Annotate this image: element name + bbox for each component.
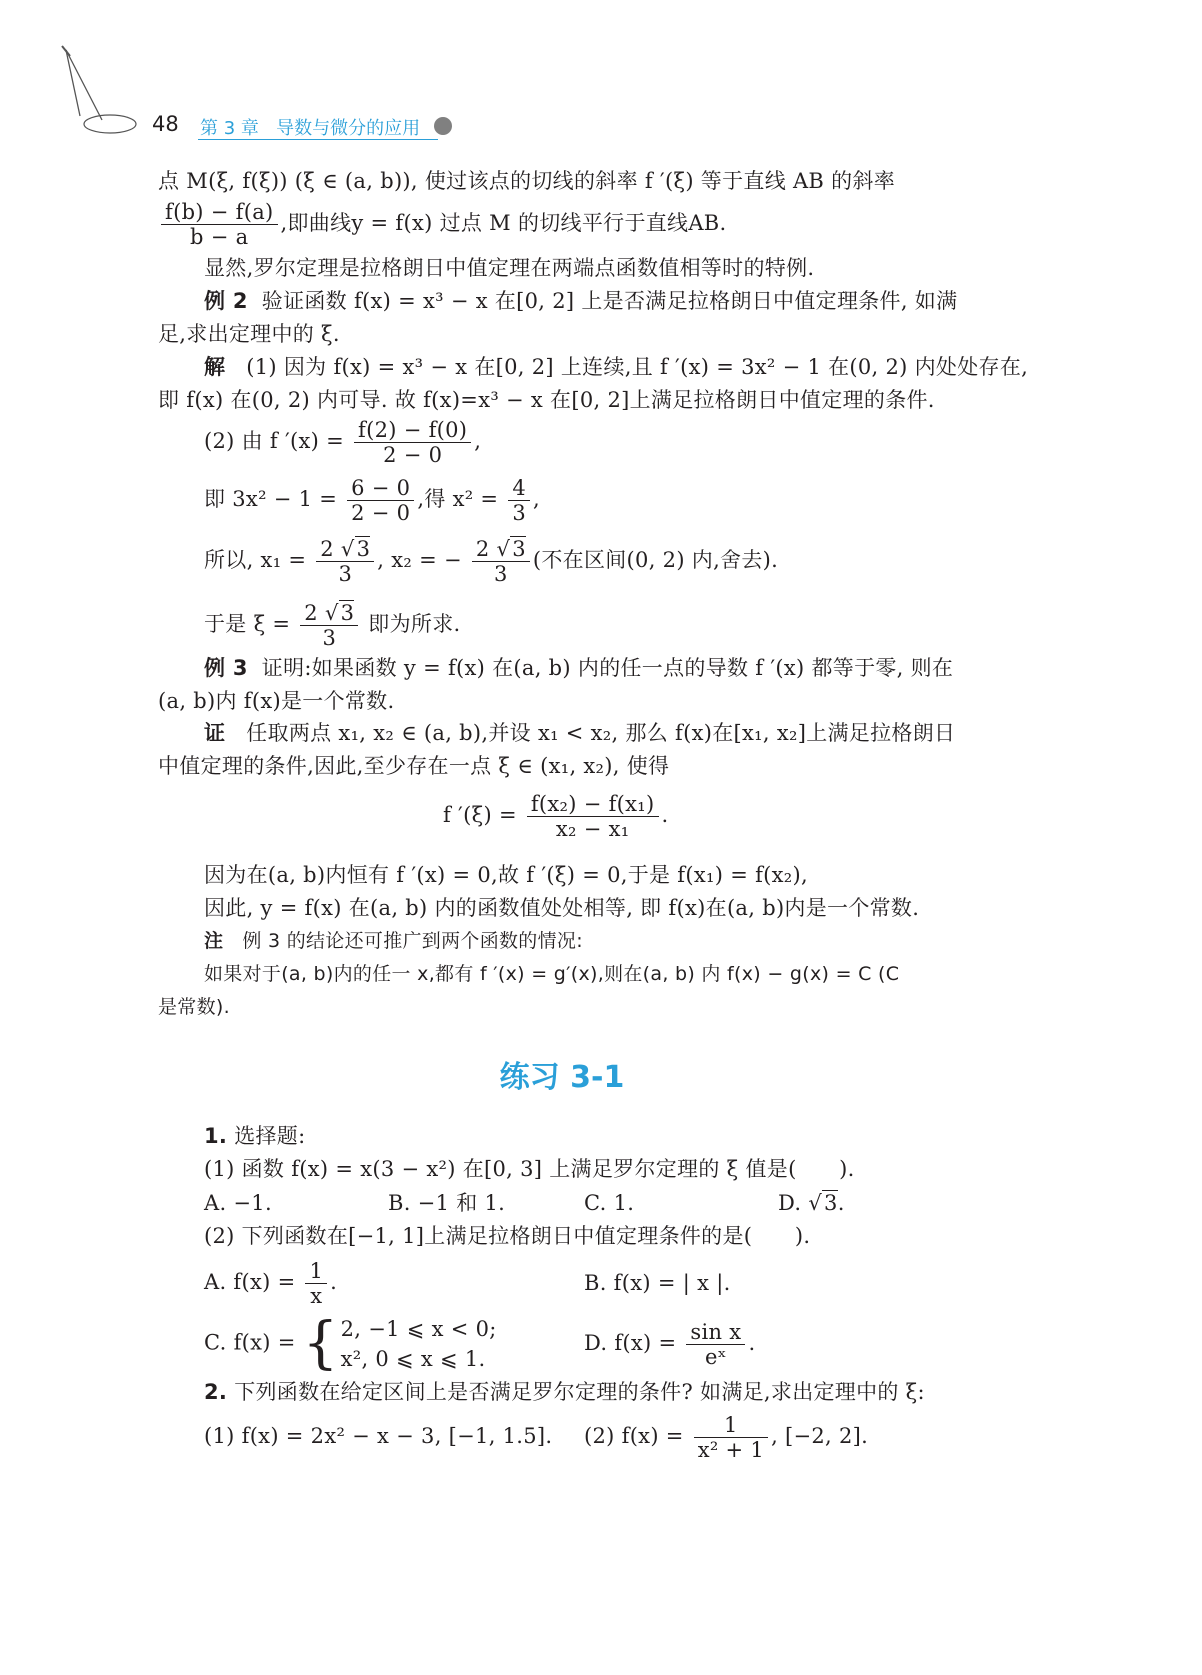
formula-line: 即 3x² − 1 = $\frac{6 - 0}{2 - 0}$ ,得 x² = $\frac{4}{3}$ ,	[204, 476, 540, 525]
formula-line: 于是 ξ = $\frac{2 √3}{3}$ 即为所求.	[204, 601, 461, 650]
header-dot	[434, 117, 452, 135]
fraction: $\frac{1}{x}$	[305, 1259, 327, 1308]
fraction: $\frac{1}{\text{x² + 1}}$	[694, 1413, 768, 1462]
question-2-1: (1) f(x) = 2x² − x − 3, [−1, 1.5].	[204, 1424, 553, 1448]
paragraph-line: 点 M(ξ, f(ξ)) (ξ ∈ (a, b)), 使过该点的切线的斜率 f ′(ξ) 等于直线 AB 的斜率	[158, 169, 896, 193]
paragraph-line: 中值定理的条件,因此,至少存在一点 ξ ∈ (x₁, x₂), 使得	[158, 754, 670, 778]
paragraph-line: (a, b)内 f(x)是一个常数.	[158, 689, 395, 713]
question-1-2: (2) 下列函数在[−1, 1]上满足拉格朗日中值定理条件的是( ).	[204, 1224, 811, 1248]
header-rule	[198, 139, 438, 140]
example-label: 例 3	[204, 656, 248, 680]
note-label: 注	[204, 930, 224, 952]
fraction: $\frac{f(2) - f(0)}{2 - 0}$	[354, 418, 471, 467]
chapter-title: 导数与微分的应用	[276, 118, 421, 139]
fraction: $\frac{2 √3}{3}$	[300, 601, 358, 650]
example-3-line: 例 3 证明:如果函数 y = f(x) 在(a, b) 内的任一点的导数 f ′(x) 都等于零, 则在	[204, 656, 954, 680]
proof-label: 证	[204, 721, 226, 745]
option: A. f(x) = $\frac{1}{x}$ .	[204, 1259, 338, 1308]
fraction: $\frac{2 √3}{3}$	[472, 537, 530, 586]
fraction: $\frac{4}{3}$	[508, 476, 530, 525]
formula-line: (2) 由 f ′(x) = $\frac{f(2) - f(0)}{2 - 0}$ ,	[204, 418, 482, 467]
example-label: 例 2	[204, 289, 248, 313]
paragraph-line: 即 f(x) 在(0, 2) 内可导. 故 f(x)=x³ − x 在[0, 2]上满足拉格朗日中值定理的条件.	[158, 388, 935, 412]
formula-line: 所以, x₁ = $\frac{2 √3}{3}$ , x₂ = − $\frac{2 √3}{3}$ (不在区间(0, 2) 内,舍去).	[204, 537, 779, 586]
fraction: $\frac{6 - 0}{2 - 0}$	[347, 476, 414, 525]
fraction: $\frac{f(b) - f(a)}{b - a}$	[161, 200, 278, 249]
note-line: 如果对于(a, b)内的任一 x,都有 f ′(x) = g′(x),则在(a, b) 内 f(x) − g(x) = C (C	[204, 963, 900, 985]
compass-decoration	[50, 40, 140, 140]
chapter-number: 第 3 章	[200, 118, 259, 139]
note-line: 注 例 3 的结论还可推广到两个函数的情况:	[204, 930, 583, 952]
proof-line: 证 任取两点 x₁, x₂ ∈ (a, b),并设 x₁ < x₂, 那么 f(x)在[x₁, x₂]上满足拉格朗日	[204, 721, 956, 745]
question-2: 2. 下列函数在给定区间上是否满足罗尔定理的条件? 如满足,求出定理中的 ξ:	[204, 1380, 925, 1404]
paragraph-line: 因为在(a, b)内恒有 f ′(x) = 0,故 f ′(ξ) = 0,于是 f(x₁) = f(x₂),	[204, 863, 808, 887]
page-number: 48	[152, 112, 179, 136]
option: B. −1 和 1.	[388, 1191, 506, 1215]
paragraph-line: 因此, y = f(x) 在(a, b) 内的函数值处处相等, 即 f(x)在(a, b)内是一个常数.	[204, 896, 920, 920]
fraction: $\frac{\text{sin x}}{\text{eˣ}}$	[686, 1320, 745, 1369]
display-formula: f ′(ξ) = $\frac{\text{f(x₂) − f(x₁)}}{\text{x₂ − x₁}}$ .	[443, 792, 669, 841]
question-1-1: (1) 函数 f(x) = x(3 − x²) 在[0, 3] 上满足罗尔定理的 ξ 值是( ).	[204, 1157, 855, 1181]
chapter-heading	[200, 114, 420, 140]
question-1: 1. 选择题:	[204, 1124, 306, 1148]
example-2-line: 例 2 验证函数 f(x) = x³ − x 在[0, 2] 上是否满足拉格朗日中值定理条件, 如满	[204, 289, 958, 313]
fraction: $\frac{\text{f(x₂) − f(x₁)}}{\text{x₂ − x₁}}$	[527, 792, 659, 841]
exercise-title: 练习 3-1	[499, 1060, 625, 1095]
solution-line: 解 (1) 因为 f(x) = x³ − x 在[0, 2] 上连续,且 f ′(x) = 3x² − 1 在(0, 2) 内处处存在,	[204, 355, 1029, 379]
option: C. 1.	[584, 1191, 635, 1215]
note-line: 是常数).	[158, 996, 230, 1018]
option: D. √3.	[778, 1191, 845, 1215]
fraction: $\frac{2 √3}{3}$	[316, 537, 374, 586]
option: B. f(x) = | x |.	[584, 1271, 731, 1295]
option: A. −1.	[204, 1191, 272, 1215]
paragraph-line: 显然,罗尔定理是拉格朗日中值定理在两端点函数值相等时的特例.	[204, 256, 815, 280]
paragraph-line: $\frac{f(b) - f(a)}{b - a}$ ,即曲线y = f(x) 过点 M 的切线平行于直线AB.	[158, 200, 727, 249]
option: C. f(x) = { 2, −1 ⩽ x < 0; x², 0 ⩽ x ⩽ 1.	[204, 1311, 497, 1376]
paragraph-line: 足,求出定理中的 ξ.	[158, 322, 340, 346]
option: D. f(x) = $\frac{\text{sin x}}{\text{eˣ}}$ .	[584, 1320, 756, 1369]
question-2-2: (2) f(x) = $\frac{1}{\text{x² + 1}}$ , [−2, 2].	[584, 1413, 869, 1462]
solution-label: 解	[204, 355, 226, 379]
